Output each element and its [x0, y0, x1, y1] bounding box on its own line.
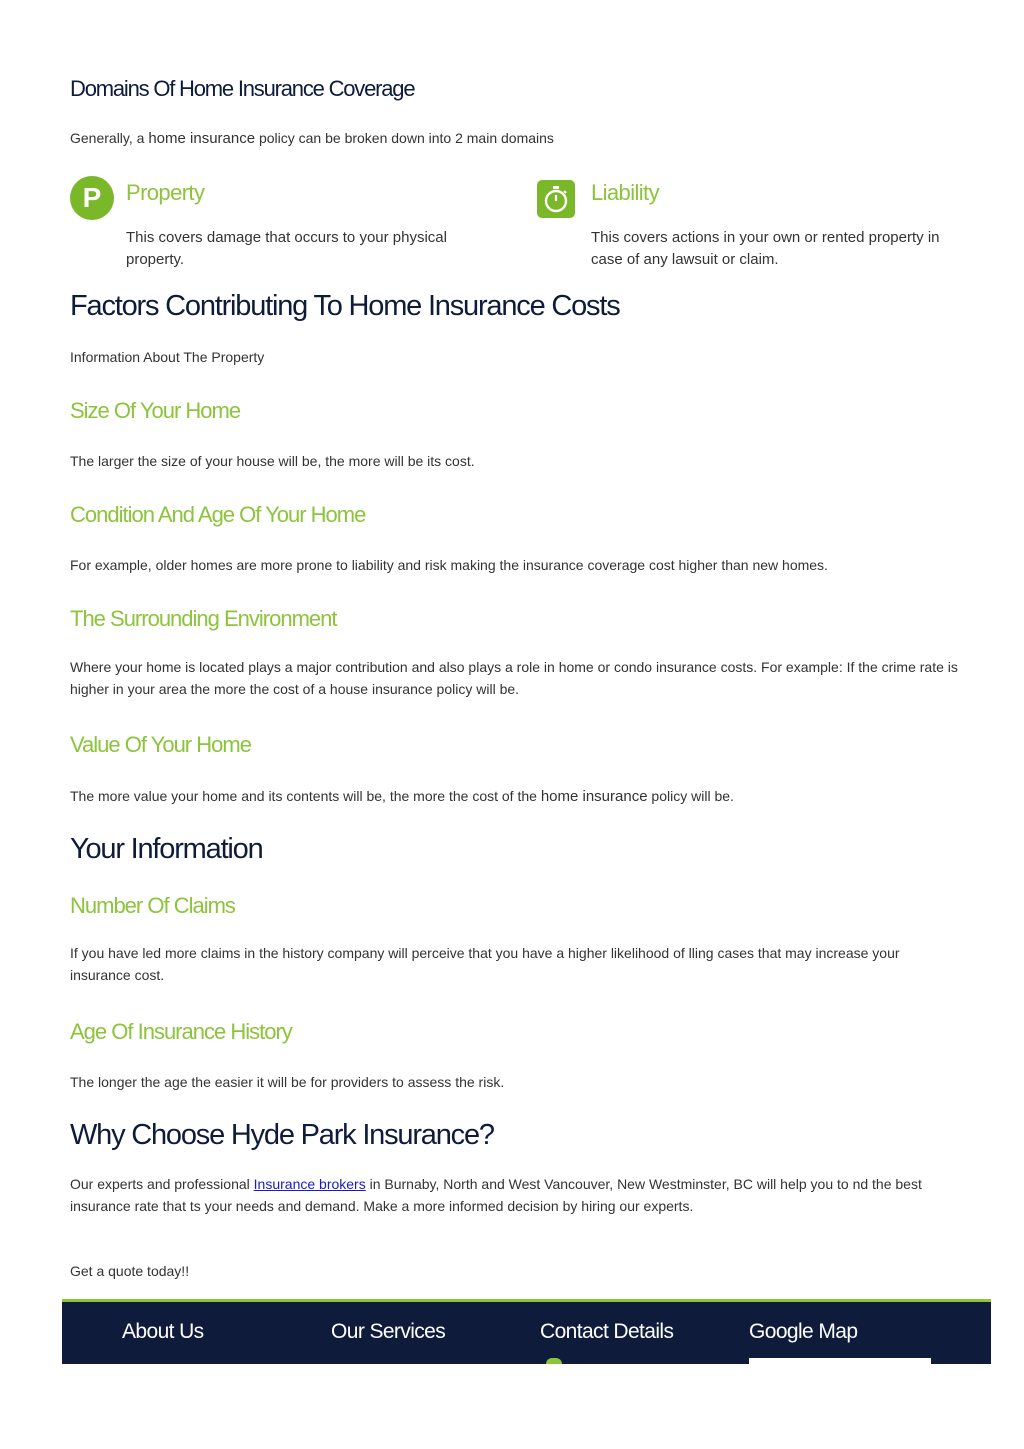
value-text	[70, 785, 734, 808]
claims-title: Number Of Claims	[70, 893, 235, 918]
insurance-brokers-link[interactable]: Insurance brokers	[253, 1176, 366, 1192]
why-text-suffix: in Burnaby, North and West Vancouver, New Westminster, BC will help you to nd the best insurance rate that ts your needs and demand. Make a more informed decision by hiring our experts.	[70, 1176, 922, 1214]
value-text-suffix: policy will be.	[647, 788, 734, 804]
quote-cta: Get a quote today!!	[70, 1263, 190, 1279]
footer-contact-details[interactable]: Contact Details	[540, 1320, 674, 1343]
your-info-title: Your Information	[70, 833, 263, 865]
contact-pin-icon	[546, 1358, 562, 1364]
liability-text: This covers actions in your own or rented property in case of any lawsuit or claim.	[591, 229, 940, 268]
domains-intro-suffix: policy can be broken down into 2 main domains	[255, 130, 554, 146]
value-text-prefix: The more value your home and its contents will be, the more the cost of the	[70, 788, 541, 804]
property-icon	[70, 176, 114, 220]
footer-google-map[interactable]: Google Map	[749, 1320, 858, 1343]
domains-intro-term: home insurance	[148, 130, 256, 147]
history-text: The longer the age the easier it will be for providers to assess the risk.	[70, 1074, 505, 1090]
footer-about-us[interactable]: About Us	[122, 1320, 204, 1343]
property-icon-letter: P	[82, 182, 102, 213]
why-text-prefix: Our experts and professional	[70, 1176, 254, 1192]
domains-intro	[70, 127, 554, 150]
liability-title: Liability	[591, 180, 659, 205]
domains-title: Domains Of Home Insurance Coverage	[70, 76, 415, 101]
value-title: Value Of Your Home	[70, 732, 251, 757]
footer-our-services[interactable]: Our Services	[331, 1320, 446, 1343]
environment-title: The Surrounding Environment	[70, 606, 337, 631]
condition-text: For example, older homes are more prone to liability and risk making the insurance coverage cost higher than new homes.	[70, 557, 828, 573]
history-title: Age Of Insurance History	[70, 1019, 292, 1044]
footer	[62, 1299, 991, 1364]
size-title: Size Of Your Home	[70, 398, 241, 423]
why-title: Why Choose Hyde Park Insurance?	[70, 1119, 494, 1151]
claims-text: If you have led more claims in the history company will perceive that you have a higher likelihood of lling cases that may increase your insurance cost.	[70, 945, 900, 983]
stopwatch-icon	[537, 180, 575, 218]
factors-intro: Information About The Property	[70, 349, 265, 365]
property-title: Property	[126, 180, 205, 205]
size-text: The larger the size of your house will be, the more will be its cost.	[70, 453, 475, 469]
google-map-embed[interactable]	[749, 1358, 931, 1364]
why-text	[70, 1173, 960, 1217]
value-text-term: home insurance	[540, 788, 648, 805]
domains-intro-prefix: Generally, a	[70, 130, 149, 146]
environment-text: Where your home is located plays a major contribution and also plays a role in home or condo insurance costs. For example: If the crime rate is higher in your area the more the cost of a house insurance policy will be.	[70, 659, 958, 697]
property-text: This covers damage that occurs to your physical property.	[126, 229, 447, 268]
factors-title: Factors Contributing To Home Insurance Costs	[70, 290, 620, 322]
condition-title: Condition And Age Of Your Home	[70, 502, 366, 527]
